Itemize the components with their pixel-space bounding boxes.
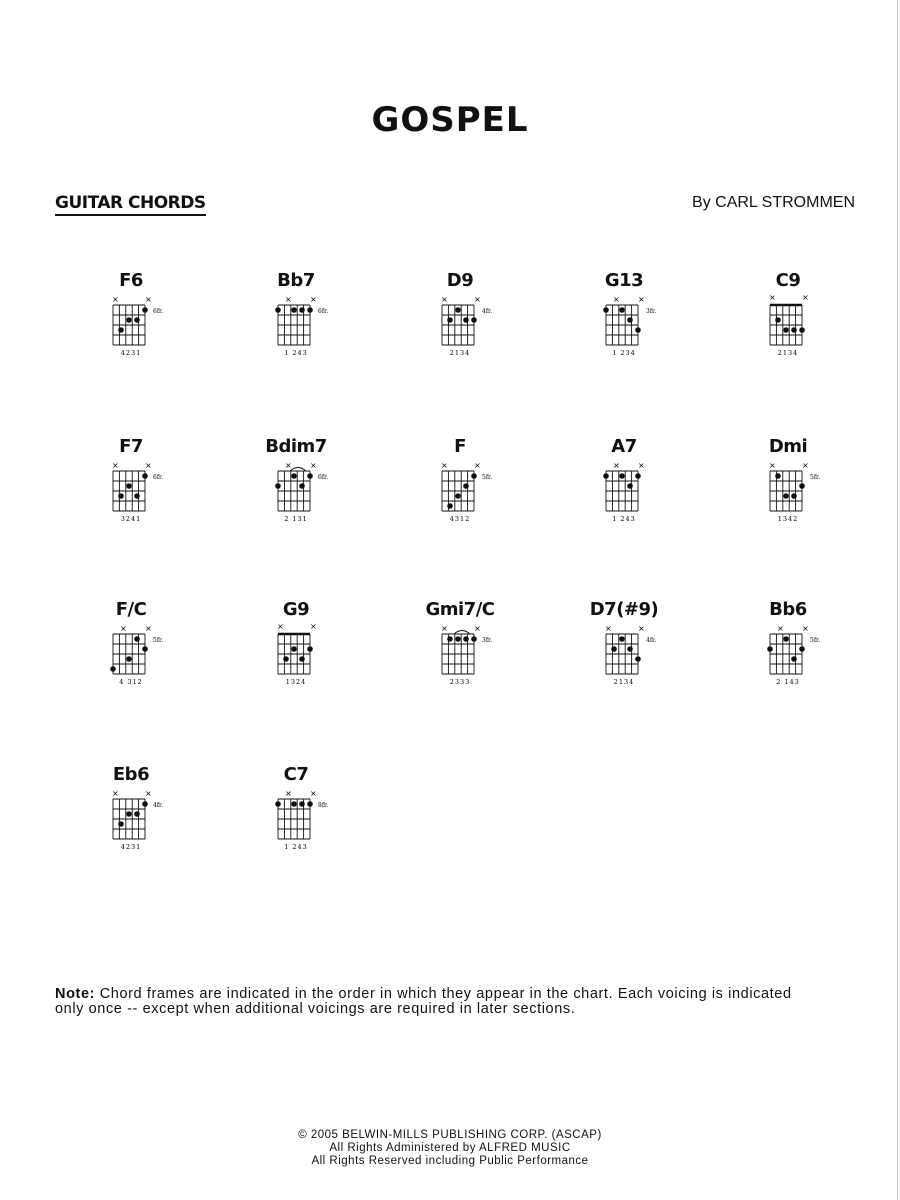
chord-diagram — [584, 599, 664, 709]
finger-dot — [134, 317, 140, 323]
finger-dot — [455, 493, 461, 499]
chord-name: Gmi7/C — [425, 599, 495, 620]
fret-position-label: 5fr. — [153, 637, 164, 644]
copyright-line: © 2005 BELWIN-MILLS PUBLISHING CORP. (ASCAP) — [298, 1129, 602, 1141]
muted-string-mark: × — [310, 295, 317, 304]
fret-position-label: 8fr. — [318, 802, 329, 809]
finger-dot — [619, 636, 625, 642]
chord-diagram — [256, 764, 336, 874]
chord-name: Bdim7 — [265, 436, 327, 457]
fret-position-label: 3fr. — [482, 637, 493, 644]
finger-dot — [447, 636, 453, 642]
muted-string-mark: × — [112, 789, 119, 798]
muted-string-mark: × — [120, 624, 127, 633]
chord-name: F7 — [119, 436, 143, 457]
muted-string-mark: × — [474, 295, 481, 304]
fret-position-label: 6fr. — [318, 474, 329, 481]
chord-name: Dmi — [768, 436, 808, 457]
finger-dot — [463, 483, 469, 489]
fingering-label: 2 143 — [776, 678, 800, 686]
fingering-label: 4312 — [449, 515, 471, 523]
chord-name: Eb6 — [112, 764, 150, 785]
finger-dot — [275, 801, 281, 807]
chord-diagram — [256, 599, 336, 709]
chord-diagram — [748, 599, 828, 709]
fingering-label: 2134 — [613, 678, 635, 686]
chord-diagram — [91, 436, 171, 546]
chord-diagram — [748, 436, 828, 546]
chord-name: A7 — [611, 436, 637, 457]
finger-dot — [603, 473, 609, 479]
muted-string-mark: × — [277, 622, 284, 631]
muted-string-mark: × — [802, 624, 809, 633]
fret-position-label: 6fr. — [153, 308, 164, 315]
chord-diagram — [584, 270, 664, 380]
finger-dot — [142, 473, 148, 479]
finger-dot — [126, 483, 132, 489]
finger-dot — [775, 317, 781, 323]
muted-string-mark: × — [769, 461, 776, 470]
finger-dot — [299, 483, 305, 489]
chord-diagram — [91, 599, 171, 709]
muted-string-mark: × — [441, 461, 448, 470]
page-title: GOSPEL — [371, 100, 529, 140]
finger-dot — [471, 473, 477, 479]
finger-dot — [307, 307, 313, 313]
fingering-label: 1 243 — [284, 349, 308, 357]
finger-dot — [134, 493, 140, 499]
finger-dot — [455, 307, 461, 313]
muted-string-mark: × — [441, 624, 448, 633]
fret-position-label: 4fr. — [482, 308, 493, 315]
finger-dot — [463, 317, 469, 323]
fret-position-label: 5fr. — [482, 474, 493, 481]
chord-frame — [256, 288, 336, 380]
finger-dot — [627, 317, 633, 323]
muted-string-mark: × — [605, 624, 612, 633]
chord-name: F/C — [115, 599, 147, 620]
muted-string-mark: × — [441, 295, 448, 304]
finger-dot — [291, 473, 297, 479]
muted-string-mark: × — [777, 624, 784, 633]
performance-line: All Rights Reserved including Public Performance — [311, 1155, 589, 1167]
copyright-block — [0, 1129, 900, 1168]
finger-dot — [299, 656, 305, 662]
finger-dot — [307, 801, 313, 807]
muted-string-mark: × — [285, 295, 292, 304]
finger-dot — [471, 636, 477, 642]
chord-diagram — [256, 436, 336, 546]
fret-position-label: 5fr. — [810, 637, 821, 644]
finger-dot — [447, 317, 453, 323]
fret-position-label: 5fr. — [810, 474, 821, 481]
fingering-label: 4231 — [120, 843, 142, 851]
chord-frame — [420, 454, 500, 546]
chord-frame — [584, 288, 664, 380]
finger-dot — [291, 646, 297, 652]
fingering-label: 1 234 — [612, 349, 636, 357]
fingering-label: 2333 — [449, 678, 471, 686]
finger-dot — [307, 646, 313, 652]
chord-name: D7(#9) — [589, 599, 659, 620]
muted-string-mark: × — [310, 622, 317, 631]
chord-frame — [256, 454, 336, 546]
finger-dot — [799, 646, 805, 652]
finger-dot — [275, 483, 281, 489]
finger-dot — [126, 811, 132, 817]
chord-diagram — [748, 270, 828, 380]
fret-position-label: 4fr. — [646, 637, 657, 644]
finger-dot — [799, 483, 805, 489]
muted-string-mark: × — [145, 624, 152, 633]
finger-dot — [791, 327, 797, 333]
finger-dot — [118, 493, 124, 499]
fingering-label: 2134 — [777, 349, 799, 357]
muted-string-mark: × — [613, 295, 620, 304]
muted-string-mark: × — [638, 624, 645, 633]
muted-string-mark: × — [145, 789, 152, 798]
finger-dot — [291, 801, 297, 807]
muted-string-mark: × — [285, 789, 292, 798]
muted-string-mark: × — [802, 293, 809, 302]
finger-dot — [463, 636, 469, 642]
fingering-label: 4231 — [120, 349, 142, 357]
finger-dot — [307, 473, 313, 479]
chord-name: F — [454, 436, 466, 457]
chord-frame — [91, 288, 171, 380]
chord-frame — [584, 454, 664, 546]
barre-arc — [454, 631, 470, 635]
muted-string-mark: × — [613, 461, 620, 470]
note-text: Chord frames are indicated in the order in which they appear in the chart. Each voicing is indicated only once -- except when additional voicings are required in later sections. — [55, 986, 792, 1017]
finger-dot — [455, 636, 461, 642]
finger-dot — [627, 483, 633, 489]
finger-dot — [619, 473, 625, 479]
finger-dot — [118, 327, 124, 333]
muted-string-mark: × — [285, 461, 292, 470]
chord-frame — [256, 782, 336, 874]
muted-string-mark: × — [310, 461, 317, 470]
finger-dot — [775, 473, 781, 479]
fingering-label: 1 243 — [284, 843, 308, 851]
finger-dot — [791, 656, 797, 662]
chord-frame — [91, 782, 171, 874]
finger-dot — [142, 646, 148, 652]
finger-dot — [447, 503, 453, 509]
muted-string-mark: × — [769, 293, 776, 302]
finger-dot — [299, 307, 305, 313]
muted-string-mark: × — [112, 295, 119, 304]
fingering-label: 3241 — [120, 515, 142, 523]
muted-string-mark: × — [638, 461, 645, 470]
section-label: GUITAR CHORDS — [55, 193, 206, 216]
chord-diagram — [91, 764, 171, 874]
chord-frame — [256, 617, 336, 709]
muted-string-mark: × — [474, 624, 481, 633]
finger-dot — [619, 307, 625, 313]
footnote — [55, 987, 800, 1017]
finger-dot — [783, 327, 789, 333]
note-label: Note: — [55, 986, 96, 1002]
finger-dot — [134, 636, 140, 642]
chord-name: G9 — [282, 599, 310, 620]
finger-dot — [126, 656, 132, 662]
finger-dot — [783, 636, 789, 642]
chord-diagram — [91, 270, 171, 380]
muted-string-mark: × — [145, 461, 152, 470]
rights-line: All Rights Administered by ALFRED MUSIC — [329, 1142, 571, 1154]
fingering-label: 2134 — [449, 349, 471, 357]
finger-dot — [635, 327, 641, 333]
muted-string-mark: × — [145, 295, 152, 304]
finger-dot — [627, 646, 633, 652]
finger-dot — [635, 473, 641, 479]
chord-frame — [748, 288, 828, 380]
finger-dot — [799, 327, 805, 333]
chord-name: C7 — [283, 764, 309, 785]
chord-frame — [584, 617, 664, 709]
muted-string-mark: × — [638, 295, 645, 304]
muted-string-mark: × — [310, 789, 317, 798]
finger-dot — [283, 656, 289, 662]
fingering-label: 2 131 — [284, 515, 308, 523]
finger-dot — [635, 656, 641, 662]
finger-dot — [291, 307, 297, 313]
finger-dot — [134, 811, 140, 817]
chord-name: D9 — [446, 270, 474, 291]
chord-diagram — [420, 599, 500, 709]
muted-string-mark: × — [112, 461, 119, 470]
chord-diagram — [256, 270, 336, 380]
fingering-label: 1342 — [777, 515, 799, 523]
fingering-label: 1 243 — [612, 515, 636, 523]
fret-position-label: 6fr. — [318, 308, 329, 315]
chord-name: Bb7 — [277, 270, 315, 291]
finger-dot — [783, 493, 789, 499]
finger-dot — [126, 317, 132, 323]
fret-position-label: 6fr. — [153, 474, 164, 481]
chord-frame — [420, 617, 500, 709]
finger-dot — [603, 307, 609, 313]
chord-frame — [420, 288, 500, 380]
finger-dot — [275, 307, 281, 313]
finger-dot — [142, 307, 148, 313]
chord-name: F6 — [119, 270, 143, 291]
finger-dot — [471, 317, 477, 323]
finger-dot — [110, 666, 116, 672]
fingering-label: 1324 — [285, 678, 307, 686]
finger-dot — [299, 801, 305, 807]
barre-arc — [290, 468, 306, 472]
chord-name: Bb6 — [769, 599, 807, 620]
chord-name: C9 — [775, 270, 801, 291]
composer-credit: By CARL STROMMEN — [692, 194, 855, 211]
fret-position-label: 3fr. — [646, 308, 657, 315]
chord-frame — [748, 617, 828, 709]
fret-position-label: 4fr. — [153, 802, 164, 809]
chord-diagram — [420, 270, 500, 380]
chord-name: G13 — [604, 270, 644, 291]
muted-string-mark: × — [474, 461, 481, 470]
page-edge — [897, 0, 898, 1200]
chord-frame — [748, 454, 828, 546]
chord-diagram — [584, 436, 664, 546]
chord-frame — [91, 454, 171, 546]
finger-dot — [791, 493, 797, 499]
finger-dot — [611, 646, 617, 652]
fingering-label: 4 312 — [119, 678, 143, 686]
finger-dot — [142, 801, 148, 807]
muted-string-mark: × — [802, 461, 809, 470]
chord-frame — [91, 617, 171, 709]
chord-diagram — [420, 436, 500, 546]
finger-dot — [118, 821, 124, 827]
finger-dot — [767, 646, 773, 652]
